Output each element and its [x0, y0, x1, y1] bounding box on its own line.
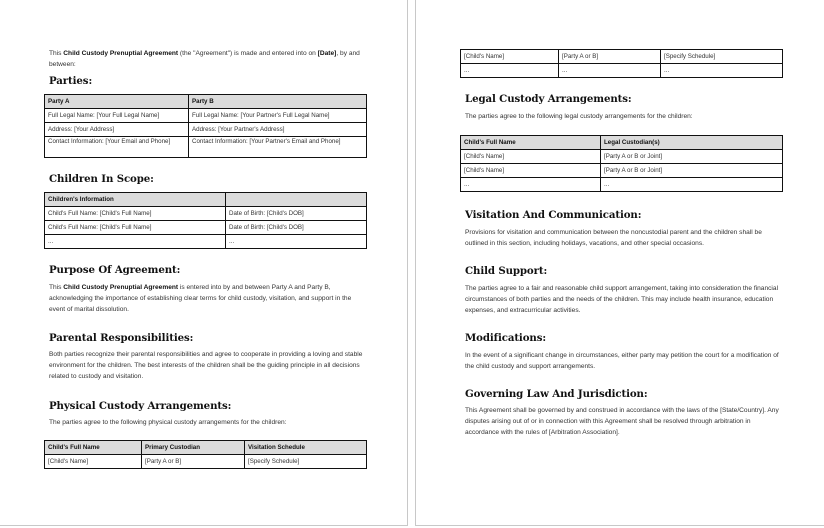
- document-page-2: [415, 0, 824, 526]
- table-row: [45, 221, 367, 235]
- parties-table: [44, 94, 367, 158]
- table-header-cell: Child's Full Name: [461, 136, 601, 150]
- child-support-paragraph: The parties agree to a fair and reasonable child support arrangement, taking into consideration the financial circumstances of both parties and the needs of the children. This may include health insurance, education expenses, and extracurricular activities.: [465, 285, 779, 315]
- table-row: [461, 150, 783, 164]
- visitation-paragraph: Provisions for visitation and communication between the noncustodial parent and the children shall be outlined in this section, including holidays, vacations, and other special occasions.: [465, 229, 762, 248]
- modifications-heading: Modifications:: [465, 332, 546, 344]
- table-cell: ...: [226, 235, 367, 249]
- children-heading: Children In Scope:: [49, 173, 154, 185]
- table-cell: ...: [559, 64, 661, 78]
- table-header-cell: Legal Custodian(s): [601, 136, 783, 150]
- table-header-row: [461, 136, 783, 150]
- table-row: [461, 164, 783, 178]
- table-header-cell: Child's Full Name: [45, 441, 142, 455]
- table-header-row: [45, 193, 367, 207]
- table-cell: [Party A or B or Joint]: [601, 164, 783, 178]
- physical-heading: Physical Custody Arrangements:: [49, 400, 232, 412]
- table-cell: Address: [Your Address]: [45, 123, 189, 137]
- table-cell: ...: [601, 178, 783, 192]
- parental-paragraph: Both parties recognize their parental responsibilities and agree to cooperate in providing a loving and stable environment for the children. The best interests of the children shall be the guiding principle in all decisions related to custody and visitation.: [49, 351, 363, 381]
- table-header-cell: Party A: [45, 95, 189, 109]
- table-header-cell: Visitation Schedule: [245, 441, 367, 455]
- table-header-cell: [226, 193, 367, 207]
- table-row: [45, 109, 367, 123]
- table-cell: Contact Information: [Your Email and Phone]: [45, 137, 189, 158]
- table-header-cell: Party B: [189, 95, 367, 109]
- intro-paragraph: This Child Custody Prenuptial Agreement (the "Agreement") is made and entered into on [Date], by and between:: [49, 50, 360, 69]
- table-header-row: [45, 95, 367, 109]
- table-cell: Full Legal Name: [Your Partner's Full Legal Name]: [189, 109, 367, 123]
- governing-law-paragraph: This Agreement shall be governed by and construed in accordance with the laws of the [State/Country]. Any disputes arising out of or in connection with this Agreement shall be resolved through arbitration in accordance with the rules of [Arbitration Association].: [465, 407, 779, 437]
- legal-custody-table: [460, 135, 783, 192]
- modifications-paragraph: In the event of a significant change in circumstances, either party may petition the court for a modification of the child custody and support arrangements.: [465, 352, 779, 371]
- table-header-row: [45, 441, 367, 455]
- table-row: [45, 455, 367, 469]
- physical-paragraph: The parties agree to the following physical custody arrangements for the children:: [49, 419, 287, 426]
- table-cell: Full Legal Name: [Your Full Legal Name]: [45, 109, 189, 123]
- table-row: [45, 235, 367, 249]
- table-cell: [Specify Schedule]: [245, 455, 367, 469]
- children-table: [44, 192, 367, 249]
- physical-custody-table-continued: [460, 49, 783, 78]
- table-row: [45, 137, 367, 158]
- table-row: [461, 50, 783, 64]
- table-cell: Child's Full Name: [Child's Full Name]: [45, 221, 226, 235]
- governing-law-heading: Governing Law And Jurisdiction:: [465, 388, 648, 400]
- legal-heading: Legal Custody Arrangements:: [465, 93, 632, 105]
- legal-paragraph: The parties agree to the following legal custody arrangements for the children:: [465, 113, 693, 120]
- table-cell: [Child's Name]: [461, 50, 559, 64]
- table-row: [45, 207, 367, 221]
- physical-custody-table: [44, 440, 367, 469]
- table-cell: [Party A or B or Joint]: [601, 150, 783, 164]
- table-cell: Contact Information: [Your Partner's Email and Phone]: [189, 137, 367, 158]
- table-cell: ...: [461, 178, 601, 192]
- visitation-heading: Visitation And Communication:: [465, 209, 642, 221]
- table-cell: [Child's Name]: [461, 164, 601, 178]
- document-page-1: [0, 0, 408, 526]
- table-cell: [Child's Name]: [45, 455, 142, 469]
- table-cell: Date of Birth: [Child's DOB]: [226, 207, 367, 221]
- purpose-heading: Purpose Of Agreement:: [49, 264, 181, 276]
- table-row: [461, 64, 783, 78]
- table-cell: ...: [45, 235, 226, 249]
- table-header-cell: Children's Information: [45, 193, 226, 207]
- table-row: [461, 178, 783, 192]
- table-cell: [Child's Name]: [461, 150, 601, 164]
- table-cell: [Party A or B]: [559, 50, 661, 64]
- table-cell: ...: [461, 64, 559, 78]
- table-row: [45, 123, 367, 137]
- parties-heading: Parties:: [49, 75, 93, 87]
- table-cell: [Specify Schedule]: [661, 50, 783, 64]
- table-header-cell: Primary Custodian: [142, 441, 245, 455]
- child-support-heading: Child Support:: [465, 265, 548, 277]
- table-cell: Child's Full Name: [Child's Full Name]: [45, 207, 226, 221]
- purpose-paragraph: This Child Custody Prenuptial Agreement is entered into by and between Party A and Party B, acknowledging the importance of establishing clear terms for child custody, visitation, and support in the event of marital dissolution.: [49, 284, 352, 314]
- table-cell: Date of Birth: [Child's DOB]: [226, 221, 367, 235]
- parental-heading: Parental Responsibilities:: [49, 332, 194, 344]
- table-cell: Address: [Your Partner's Address]: [189, 123, 367, 137]
- table-cell: ...: [661, 64, 783, 78]
- table-cell: [Party A or B]: [142, 455, 245, 469]
